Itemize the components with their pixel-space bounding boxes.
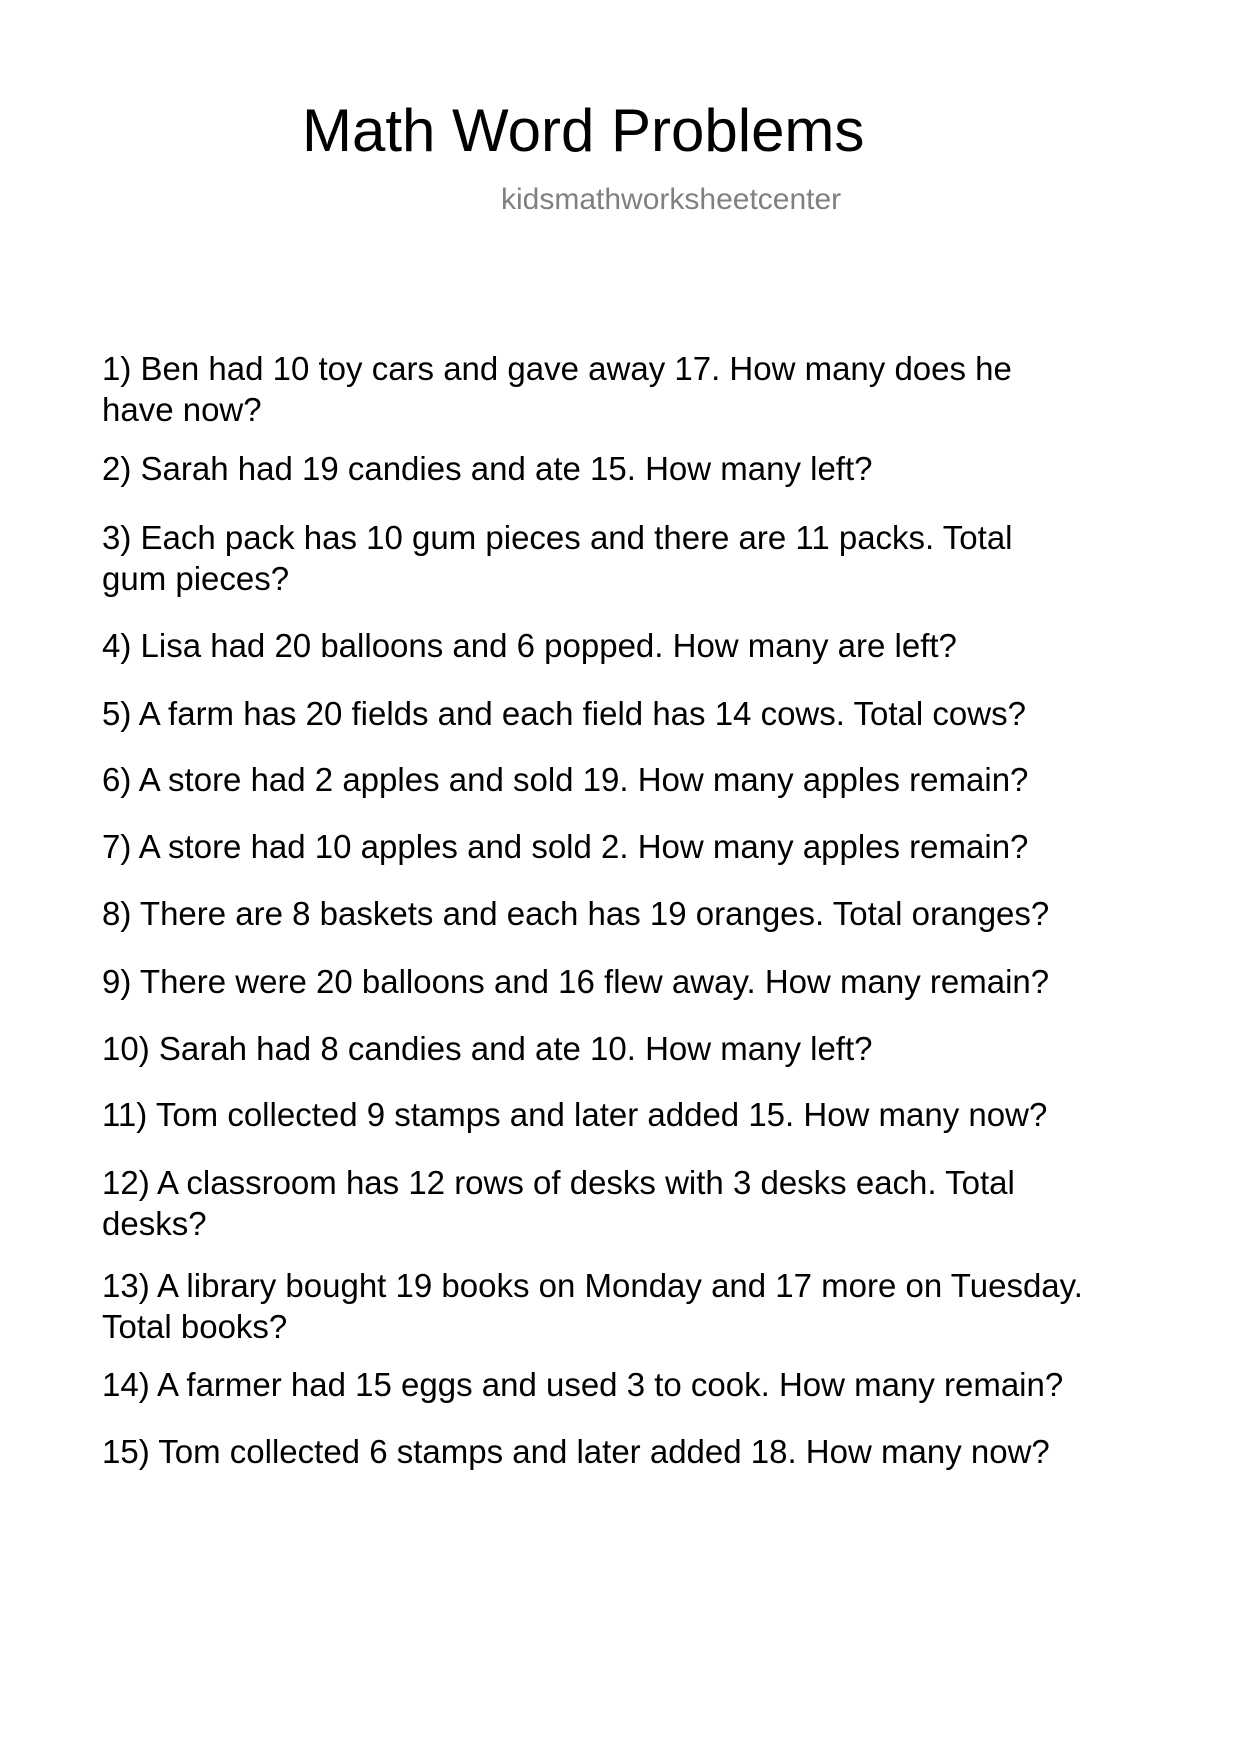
problem-item	[102, 693, 1162, 734]
site-watermark: kidsmathworksheetcenter	[501, 183, 842, 216]
problem-item	[102, 893, 1162, 934]
problem-item	[102, 1094, 1162, 1135]
problem-item	[102, 961, 1162, 1002]
problem-text: 14) A farmer had 15 eggs and used 3 to cook. How many remain?	[102, 1366, 1064, 1403]
problem-text: desks?	[102, 1205, 207, 1242]
problem-item	[102, 517, 1162, 599]
problem-text: have now?	[102, 391, 262, 428]
problem-item	[102, 826, 1162, 867]
problem-item	[102, 1162, 1162, 1244]
problem-text: 2) Sarah had 19 candies and ate 15. How many left?	[102, 450, 873, 487]
problem-text: 10) Sarah had 8 candies and ate 10. How many left?	[102, 1030, 873, 1067]
problem-item	[102, 448, 1162, 489]
problem-item	[102, 1364, 1162, 1405]
problem-item	[102, 1265, 1162, 1347]
problem-text: 7) A store had 10 apples and sold 2. How many apples remain?	[102, 828, 1029, 865]
problem-item	[102, 348, 1162, 430]
problem-text: 13) A library bought 19 books on Monday and 17 more on Tuesday.	[102, 1267, 1083, 1304]
problem-item	[102, 759, 1162, 800]
problem-text: 6) A store had 2 apples and sold 19. How many apples remain?	[102, 761, 1029, 798]
problem-text: 8) There are 8 baskets and each has 19 oranges. Total oranges?	[102, 895, 1050, 932]
problem-text: 4) Lisa had 20 balloons and 6 popped. How many are left?	[102, 627, 957, 664]
problem-item	[102, 1431, 1162, 1472]
problem-text: gum pieces?	[102, 560, 290, 597]
problem-text: 1) Ben had 10 toy cars and gave away 17. How many does he	[102, 350, 1012, 387]
problem-text: Total books?	[102, 1308, 288, 1345]
page-title: Math Word Problems	[302, 97, 865, 164]
problem-item	[102, 625, 1162, 666]
problem-text: 3) Each pack has 10 gum pieces and there are 11 packs. Total	[102, 519, 1013, 556]
problem-text: 11) Tom collected 9 stamps and later added 15. How many now?	[102, 1096, 1048, 1133]
problem-text: 5) A farm has 20 fields and each field has 14 cows. Total cows?	[102, 695, 1026, 732]
problem-text: 12) A classroom has 12 rows of desks with 3 desks each. Total	[102, 1164, 1015, 1201]
problem-text: 15) Tom collected 6 stamps and later added 18. How many now?	[102, 1433, 1050, 1470]
problem-text: 9) There were 20 balloons and 16 flew away. How many remain?	[102, 963, 1050, 1000]
problem-item	[102, 1028, 1162, 1069]
